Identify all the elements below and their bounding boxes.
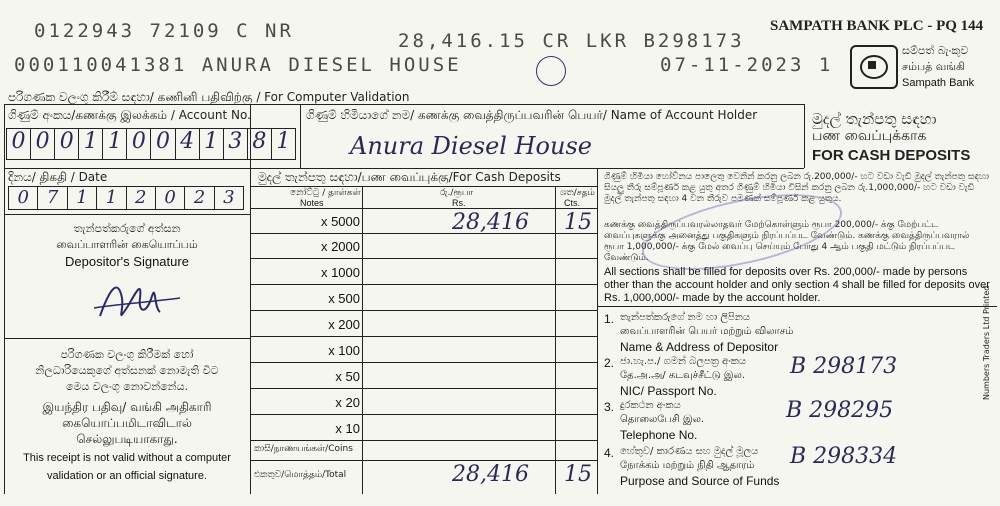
account-digit: 1 [200, 128, 224, 160]
validation-line2-left: 000110041381 ANURA DIESEL HOUSE [14, 54, 462, 76]
validation-date: 07-11-2023 1 [660, 54, 834, 76]
cts-label-en: Cts. [564, 198, 581, 208]
date-digit: 7 [38, 186, 67, 210]
total-label: එකතුව/மொத்தம்/Total [254, 470, 347, 480]
bank-logo-si: සම්පත් බැංකුව [902, 44, 969, 57]
section-4-ta: நோக்கம் மற்றும் நிதி ஆதாரம் [620, 460, 755, 471]
account-number-boxes[interactable] [6, 128, 296, 160]
cash-deposit-en: FOR CASH DEPOSITS [812, 147, 971, 164]
account-digit: 1 [272, 128, 296, 160]
date-digit: 2 [127, 186, 156, 210]
signature-label-en: Depositor's Signature [65, 254, 189, 269]
section-2-si: ජා.හැ.ප./ ගමන් බලපත්‍ර අංකය [620, 356, 747, 367]
account-digit: 8 [248, 128, 272, 160]
teller-mark [536, 56, 566, 86]
validation-line1-left: 0122943 72109 C NR [34, 20, 294, 42]
account-digit: 0 [6, 128, 31, 160]
telephone-field[interactable]: B 298295 [786, 398, 894, 423]
nic-passport-field[interactable]: B 298173 [790, 354, 898, 379]
section-4-num: 4. [604, 446, 615, 460]
rs-label-si: රු./ரூபா [440, 188, 474, 198]
notice-si-2: නිලධාරියෙකුගේ අත්සනක් නොමැති විට [35, 364, 219, 377]
section-4-si: හේතුව/ කාරණය සහ මුදල් මූලය [620, 446, 759, 457]
total-cts[interactable]: 15 [564, 462, 592, 487]
rs-label-en: Rs. [452, 198, 466, 208]
notice-si-3: මෙය වලංගු නොවන්නේය. [66, 380, 188, 393]
denomination-20: x 20 [335, 395, 360, 410]
row-5000-cts[interactable]: 15 [564, 210, 592, 235]
notes-label-en: Notes [300, 198, 324, 208]
bank-logo-en: Sampath Bank [902, 77, 975, 89]
validation-line1-mid: 28,416.15 CR LKR B298173 [398, 30, 745, 52]
notes-label-si: නෝට්ටු / தாள்கள் [290, 188, 361, 198]
row-5000-rs[interactable]: 28,416 [452, 210, 529, 235]
printer-side-text: Numbers Traders Ltd Printed [982, 285, 991, 400]
cash-table-header: මුදල් තැන්පතු සඳහා/பண வைப்புக்கு/For Cash Deposits [258, 170, 561, 184]
total-rs[interactable]: 28,416 [452, 462, 529, 487]
cts-label-si: ශත/சதம் [560, 188, 595, 198]
notice-si-1: පරිගණක වලංගු කිරීමක් හෝ [60, 348, 194, 361]
date-boxes[interactable] [8, 186, 244, 210]
section-1-en: Name & Address of Depositor [620, 340, 779, 354]
section-3-en: Telephone No. [620, 428, 698, 442]
date-label: දිනය/ திகதி / Date [8, 170, 108, 184]
account-digit: 1 [79, 128, 103, 160]
computer-validation-label: පරිගණක වලංගු කිරීම් සඳහා/ கணினி பதிவிற்கு / For Computer Validation [8, 90, 410, 104]
denomination-100: x 100 [328, 343, 360, 358]
date-digit: 1 [68, 186, 97, 210]
section-3-si: දුරකථන අංකය [620, 400, 681, 411]
denomination-200: x 200 [328, 317, 360, 332]
date-digit: 0 [156, 186, 185, 210]
bank-logo-icon [850, 45, 898, 89]
purpose-field[interactable]: B 298334 [790, 444, 898, 469]
account-digit: 4 [176, 128, 200, 160]
account-digit: 0 [151, 128, 175, 160]
section-4-en: Purpose and Source of Funds [620, 474, 780, 488]
coins-label: කාසි/நாணயங்கள்/Coins [254, 444, 353, 454]
denomination-2000: x 2000 [320, 239, 360, 254]
instructions-ta: கணக்கு வைத்திருப்பவரல்லாதவர் மேற்கொள்ளும் ரூபா 200,000/- க்கு மேற்பட்ட வைப்புகளுக்கு அனைத்து பகுதிகளும் நிரப்பப்பட வேண்டும். கணக்கு வைத்திருப்பவரால் ரூபா 1,000,000/- க்கு மேல் வைப்பு செய்யும் போது 4 ஆம் பகுதி மட்டும் நிரப்பப்பட வேண்டும். [604, 220, 970, 263]
section-2-ta: தே.அ.அ/ கடவுச்சீட்டு இல. [620, 370, 746, 381]
notice-ta-3: செல்லுபடியாகாது. [76, 432, 178, 446]
cash-deposit-si: මුදල් තැන්පතු සඳහා [812, 110, 937, 128]
denomination-50: x 50 [335, 369, 360, 384]
notice-en-2: validation or an official signature. [46, 470, 207, 482]
denomination-500: x 500 [328, 291, 360, 306]
bank-name: SAMPATH BANK PLC - PQ 144 [770, 18, 984, 34]
signature-label-si: තැන්පත්කරුගේ අත්සන [73, 222, 181, 235]
notice-ta-1: இயந்திர பதிவு/ வங்கி அதிகாரி [42, 400, 212, 414]
notice-ta-2: கையொப்பமிடாவிடால் [62, 416, 192, 430]
account-digit: 0 [127, 128, 151, 160]
section-1-ta: வைப்பாளரின் பெயர் மற்றும் விலாசம் [620, 326, 794, 337]
depositor-signature[interactable] [80, 268, 200, 334]
account-number-label: ගිණුම් අංකය/கணக்கு இலக்கம் / Account No. [8, 108, 251, 122]
section-1-num: 1. [604, 312, 615, 326]
section-1-si: තැන්පත්කරුගේ නම හා ලිපිනය [620, 312, 751, 323]
signature-label-ta: வைப்பாளரின் கையொப்பம் [56, 238, 198, 251]
section-3-ta: தொலைபேசி இல. [620, 414, 705, 425]
denomination-1000: x 1000 [320, 265, 360, 280]
account-digit: 0 [55, 128, 79, 160]
denomination-10: x 10 [335, 421, 360, 436]
section-2-en: NIC/ Passport No. [620, 384, 717, 398]
section-3-num: 3. [604, 400, 615, 414]
section-2-num: 2. [604, 356, 615, 370]
notice-en-1: This receipt is not valid without a computer [23, 452, 231, 464]
account-digit: 1 [103, 128, 127, 160]
date-digit: 2 [185, 186, 214, 210]
date-digit: 1 [97, 186, 126, 210]
account-digit: 3 [224, 128, 248, 160]
instructions-si: ගිණුම් හිමියා හෝව්නය පාලෙතු වෙනින් කරනු ලබන රු.200,000/- හට වඩා වැඩි මුදල් තැන්පතු සඳහා සියලු තීරු සම්පූර්ණ කළ යුතු අතර ගිණුම් හිමියා විසින් කරනු ලබන රු.1,000,000/- හට වඩා වැඩි මුදල් තැන්පතු සඳහා 4 වන තීරුව පමණක් සම්පූර්ණ කළ යුතුය. [604, 172, 990, 204]
date-digit: 0 [8, 186, 38, 210]
account-holder-label: ගිණුම් හිමියාගේ නම/ கணக்கு வைத்திருப்பவரின் பெயர்/ Name of Account Holder [306, 108, 758, 122]
account-holder-field[interactable]: Anura Diesel House [350, 132, 592, 160]
account-digit: 0 [31, 128, 55, 160]
denomination-5000: x 5000 [320, 214, 360, 229]
date-digit: 3 [215, 186, 244, 210]
cash-deposit-ta: பண வைப்புக்காக [812, 128, 927, 144]
instructions-en: All sections shall be filled for deposits over Rs. 200,000/- made by persons other than the account holder and only section 4 shall be filled for deposits over Rs. 1,000,000/- made by the account holder. [604, 266, 990, 304]
bank-logo-ta: சம்பத் வங்கி [902, 60, 965, 73]
